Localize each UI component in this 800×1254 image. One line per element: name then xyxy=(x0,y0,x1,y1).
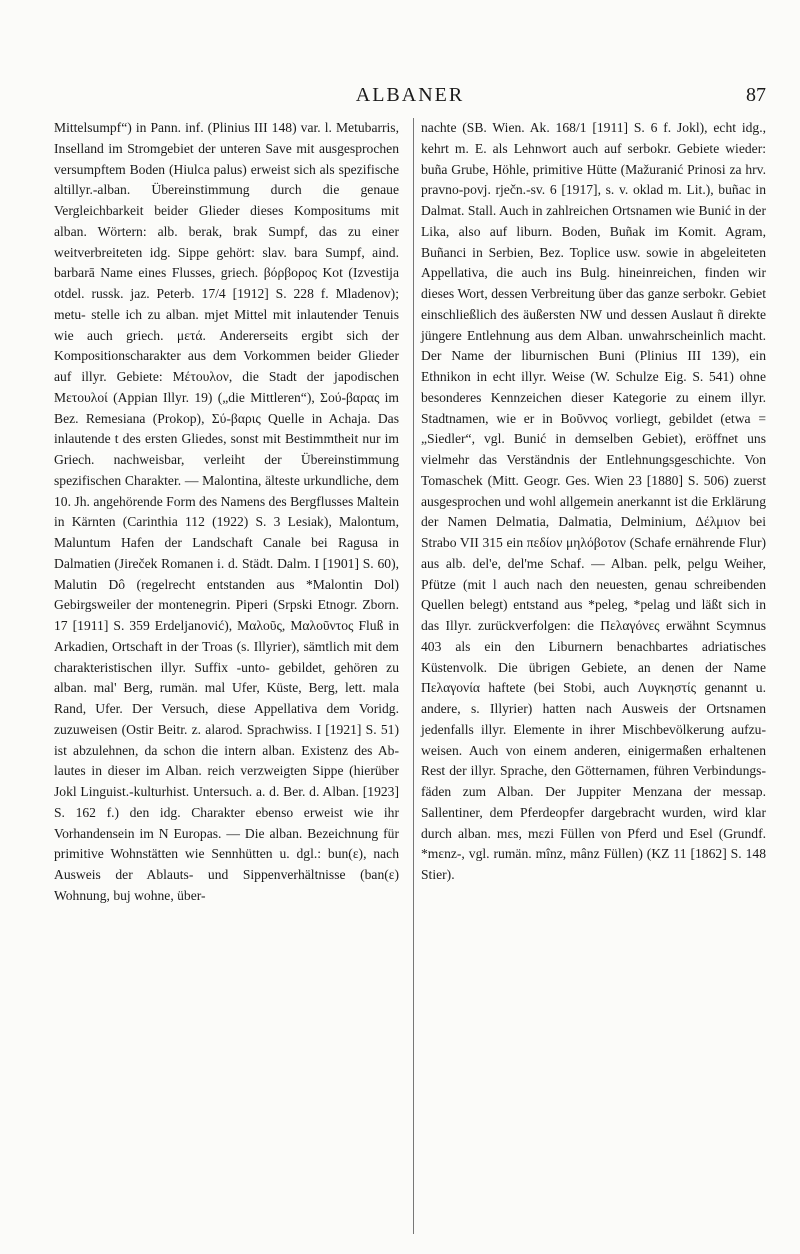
left-column xyxy=(54,118,399,1234)
left-column-text: Mittelsumpf“) in Pann. inf. (Plinius III 148) var. l. Metubarris, Inselland im Stromgebiet der unteren Save mit ausgesprochen versumpftem Boden (Hiulca palus) erweist sich als spezifische altillyr.-alban. Übereinstimmung durch die genaue Vergleichbarkeit beider Glieder dieses Kompositums mit alban. Wörtern: alb. berak, brak Sumpf, das zu einer weitverbreiteten idg. Sippe gehört: slav. bara Sumpf, aind. barbarā Name eines Flusses, griech. βόρβορος Kot (Izvestija otdel. russk. jaz. Peterb. 17/4 [1912] S. 228 f. Mladenov); metu- stelle ich zu alban. mjet Mittel mit inlautender Tenuis wie auch griech. μετά. Andererseits ergibt sich der Kompositionscharakter aus dem Vorkommen beider Glieder auf illyr. Gebiete: Μέτουλον, die Stadt der japodischen Μετουλοί (Appian Illyr. 19) („die Mittleren“), Σού-βαρας im Bez. Remesiana (Prokop), Σύ-βαρις Quelle in Achaja. Das inlautende t des ersten Gliedes, sonst mit Bestimmtheit nur im Griech. nachweisbar, verleiht der Übereinstimmung spezifischen Charakter. — Malontina, älteste urkundliche, dem 10. Jh. angehörende Form des Namens des Bergflusses Maltein in Kärnten (Carinthia 112 (1922) S. 3 Lesiak), Malontum, Maluntum Hafen der Landschaft Canale bei Ragusa in Dalmatien (Jireček Romanen i. d. Städt. Dalm. I [1901] S. 60), Malutin Dô (regelrecht entstanden aus *Malontin Dol) Gebirgsweiler der montenegrin. Piperi (Srpski Etnogr. Zborn. 17 [1911] S. 359 Erdeljanović), Μαλοῦς, Μαλοῦντος Fluß in Arkadien, Ortschaft in der Troas (s. Illyrier), sämtlich mit dem charakteristischen illyr. Suffix -unto- gebildet, gehören zu alban. mal' Berg, rumän. mal Ufer, Küste, Berg, lett. mala Rand, Ufer. Der Versuch, diese Appellativa dem Voridg. zuzuweisen (Ostir Beitr. z. alarod. Sprachwiss. I [1921] S. 51) ist abzulehnen, da schon die intern alban. Existenz des Ablautes in dieser im Alban. reich verzweigten Sippe (hierüber Jokl Linguist.-kulturhist. Untersuch. a. d. Ber. d. Alban. [1923] S. 162 f.) den idg. Charakter ebenso erweist wie ihr Vorhandensein im N Europas. — Die alban. Bezeichnung für primitive Wohnstätten wie Sennhütten u. dgl.: bun(ε), nach Ausweis der Ablauts- und Sippenverhältnisse (ban(ε) Wohnung, buj wohne, über- xyxy=(54,120,399,903)
page-title: ALBANER xyxy=(355,84,465,106)
running-head xyxy=(54,84,766,108)
text-columns xyxy=(54,118,766,1234)
right-column xyxy=(413,118,766,1234)
page-number: 87 xyxy=(746,84,766,106)
right-column-text: nachte (SB. Wien. Ak. 168/1 [1911] S. 6 f. Jokl), echt idg., kehrt m. E. als Lehnwort auch auf serbokr. Gebiete wieder: buña Grube, Höhle, primitive Hütte (Mažuranić Prinosi za hrv. pravno-povj. rječn.-sv. 6 [1917], s. v. oklad m. Lit.), buñac in Dalmat. Stall. Auch in zahlreichen Ortsnamen wie Bunić in der Lika, also auf liburn. Boden, Buñak im Komit. Agram, Buñanci in Serbien, Bez. Toplice usw. sowie in abgeleiteten Appellativa, die auch ins Bulg. hineinreichen, finden wir dieses Wort, dessen Verbreitung über das ganze serbokr. Gebiet einschließlich des äußersten NW und dessen Auslaut ñ direkte jüngere Entlehnung aus dem Alban. unwahrscheinlich macht. Der Name der liburnischen Buni (Plinius III 139), ein Ethnikon in echt illyr. Weise (W. Schulze Eig. S. 541) ohne besonderes Kennzeichen dieser Kategorie zu einem illyr. Stadtnamen, wie er in Βοῦννος vorliegt, gebildet (etwa = „Siedler“, vgl. Bunić in demselben Gebiet), eröffnet uns vielmehr das Verständnis der Entlehnungsgeschichte. Von Tomaschek (Mitt. Geogr. Ges. Wien 23 [1880] S. 506) zuerst ausgesprochen und wohl allgemein anerkannt ist die Erklärung der Namen Delmatia, Dalmatia, Delminium, Δέλμιον bei Strabo VII 315 ein πεδίον μηλόβοτον (Schafe ernährende Flur) aus alb. del'e, del'me Schaf. — Alban. pelk, pelgu Weiher, Pfütze (mit l auch nach den neuesten, genau schreibenden Quellen belegt) entstand aus *peleg, *pelag und läßt sich in das Illyr. zurückverfolgen: die Πελαγόνες erwähnt Scymnus 403 als ein den Liburnern benachbartes adriatisches Küstenvolk. Die übrigen Gebiete, an denen der Name Πελαγονία haftete (bei Stobi, auch Λυγκηστίς genannt u. andere, s. Illyrier) hatten nach Ausweis der Ortsnamen jedenfalls illyr. Elemente in ihrer Mischbevölkerung aufzuweisen. Auch von einem anderen, einigermaßen erhaltenen Rest der illyr. Sprache, den Götternamen, führen Verbindungsfäden zum Alban. Der Juppiter Menzana der messap. Sallentiner, dem Pferdeopfer dargebracht wurden, wird klar durch alban. mεs, mεzi Füllen von Pferd und Esel (Grundf. *mεnz-, vgl. rumän. mînz, mânz Füllen) (KZ 11 [1862] S. 148 Stier). xyxy=(421,120,766,882)
